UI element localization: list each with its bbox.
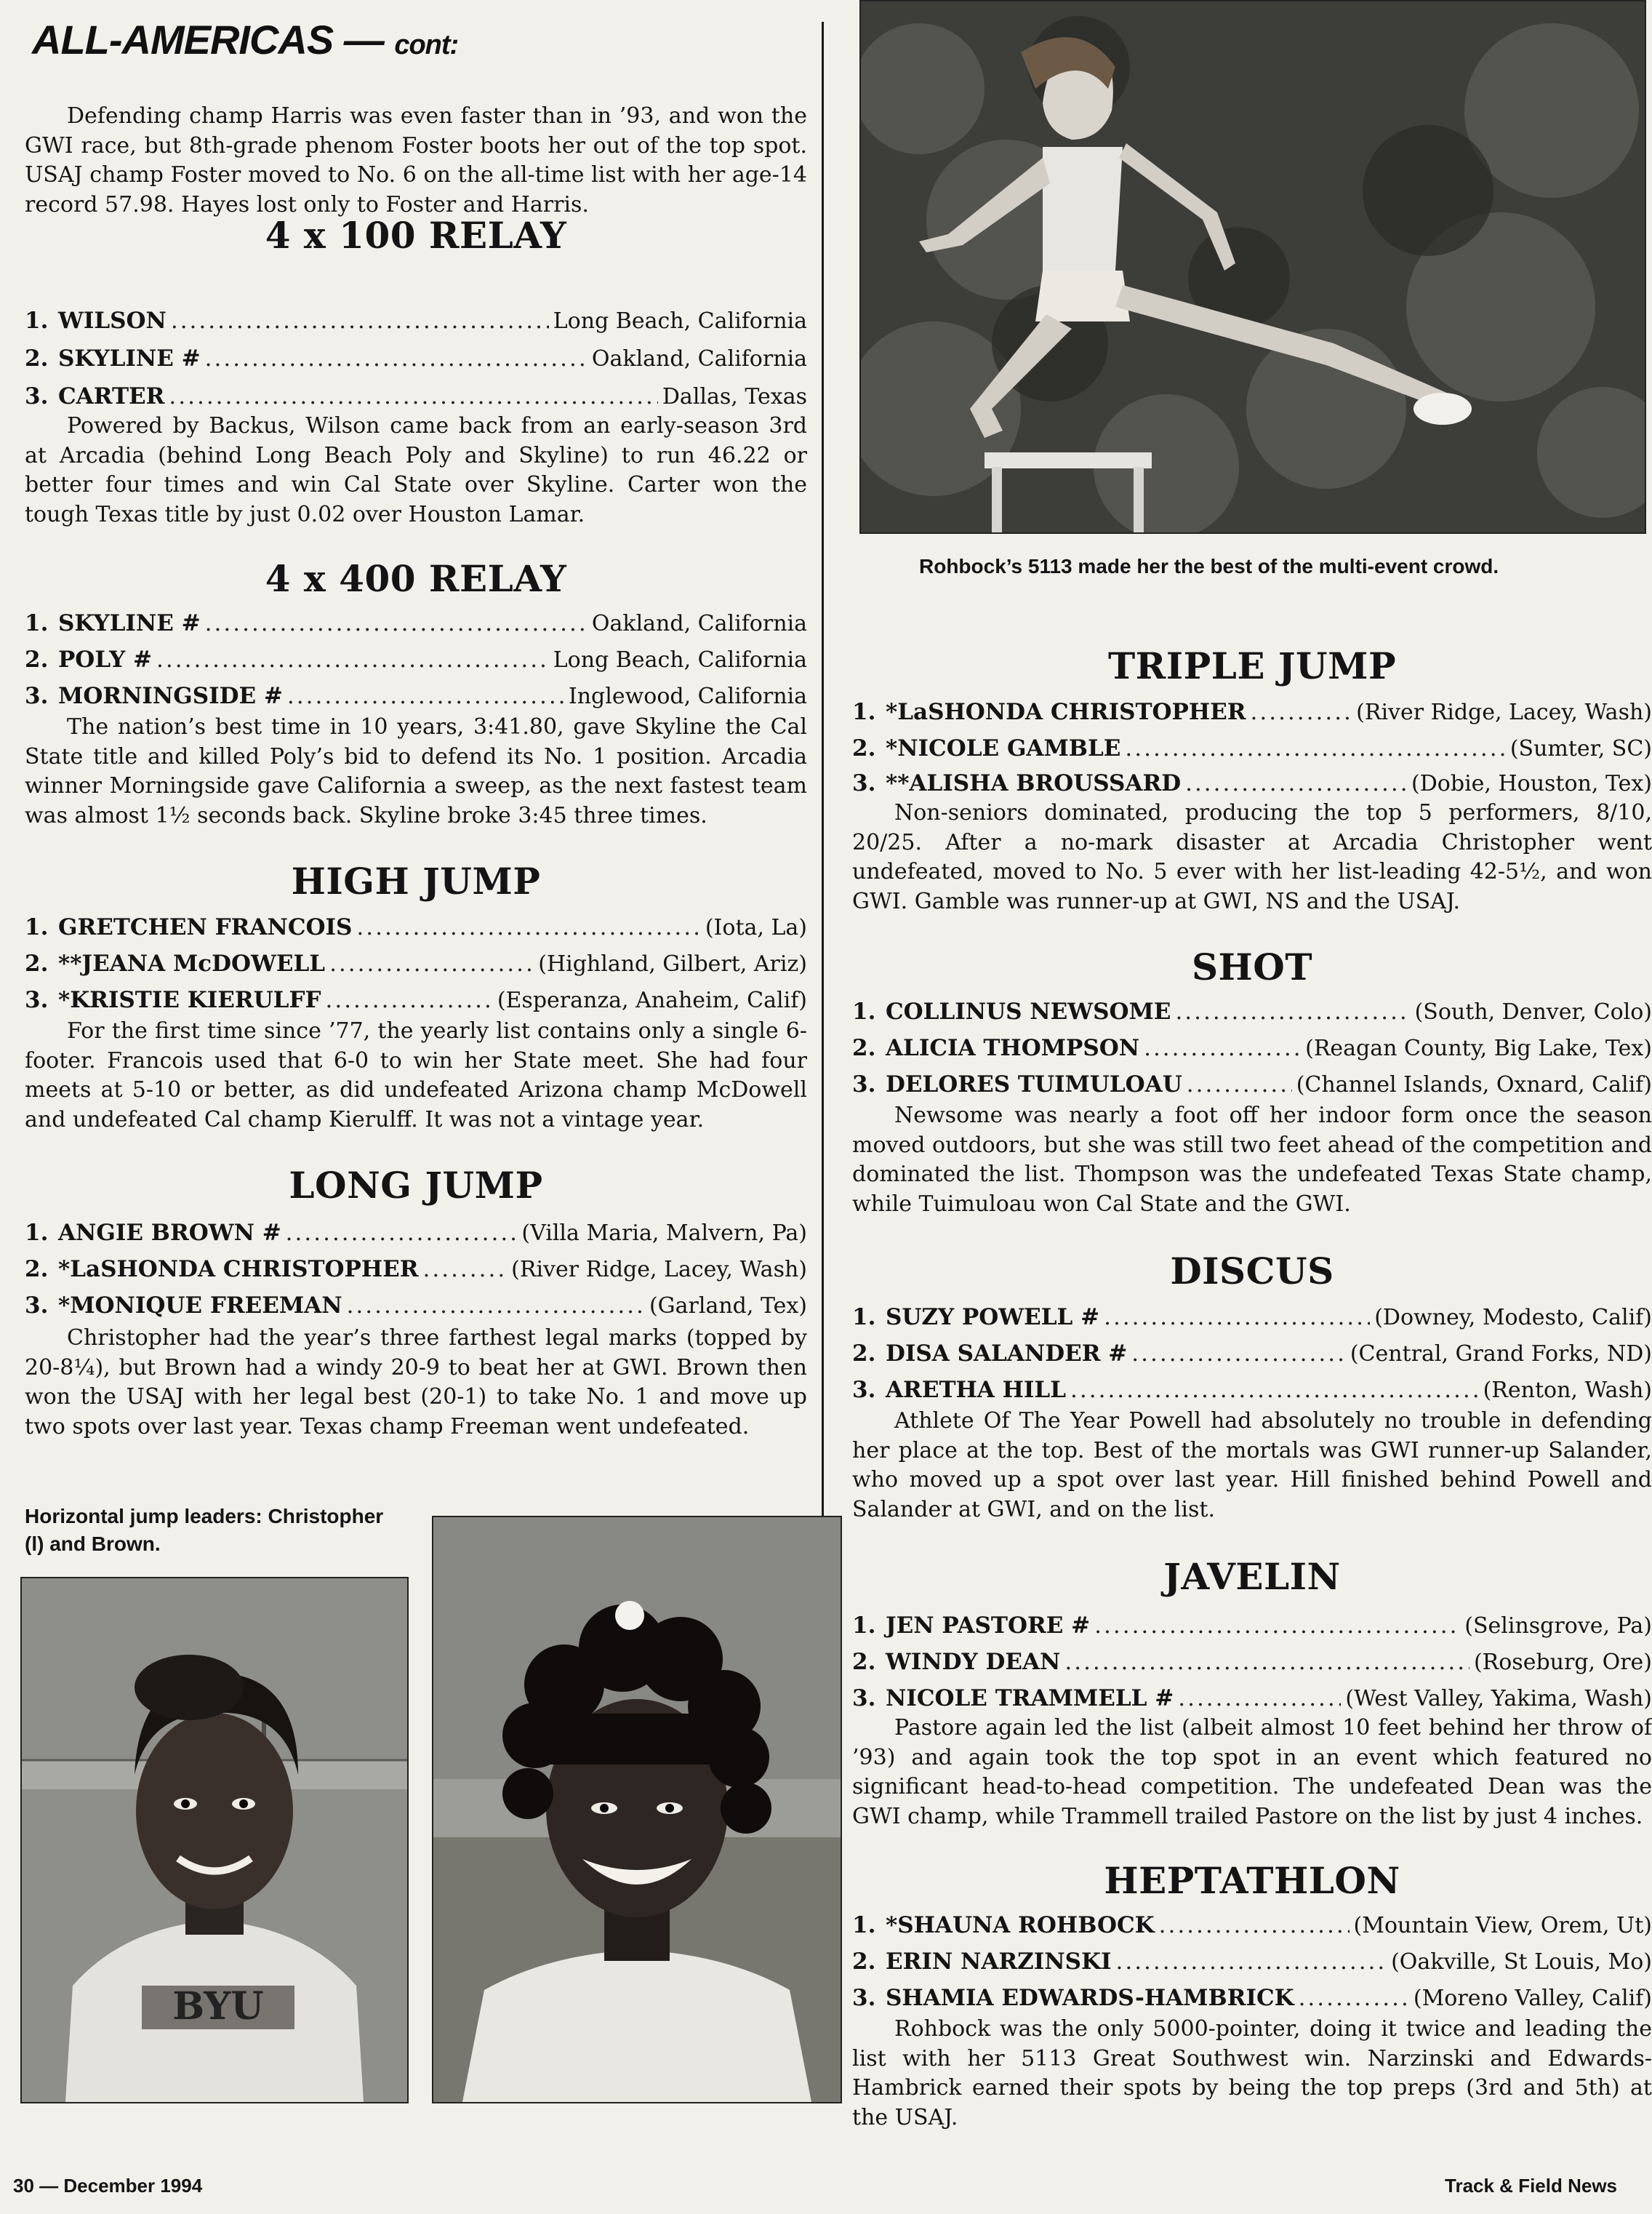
result-name: ALICIA THOMPSON xyxy=(886,1035,1140,1061)
photo-rohbock-hurdle xyxy=(859,0,1646,534)
result-location: (Channel Islands, Oxnard, Calif) xyxy=(1296,1072,1652,1098)
leader-dots xyxy=(1299,1980,1409,2016)
result-position: 3. xyxy=(852,1377,876,1403)
result-name: *LaSHONDA CHRISTOPHER xyxy=(886,699,1246,725)
result-position: 3. xyxy=(25,987,49,1013)
result-location: (River Ridge, Lacey, Wash) xyxy=(511,1257,807,1282)
photo-caption-right: Rohbock’s 5113 made her the best of the multi-event crowd. xyxy=(919,555,1499,578)
result-position: 2. xyxy=(25,345,49,372)
result-name: SKYLINE # xyxy=(58,610,201,636)
leader-dots xyxy=(1251,694,1352,730)
result-position: 2. xyxy=(25,647,49,673)
result-location: (Garland, Tex) xyxy=(649,1293,807,1319)
result-location: Inglewood, California xyxy=(568,684,807,709)
result-name: DISA SALANDER # xyxy=(886,1340,1128,1367)
event-title-triple-jump: TRIPLE JUMP xyxy=(1107,644,1397,687)
result-name: *SHAUNA ROHBOCK xyxy=(886,1912,1155,1938)
result-name: ERIN NARZINSKI xyxy=(886,1949,1112,1975)
leader-dots xyxy=(347,1287,645,1324)
header-title: ALL-AMERICAS — xyxy=(32,17,384,63)
result-position: 2. xyxy=(852,1035,876,1061)
event-title-heptathlon: HEPTATHLON xyxy=(1104,1859,1400,1902)
event-title-discus: DISCUS xyxy=(1170,1250,1334,1292)
leader-dots xyxy=(287,678,564,714)
result-row xyxy=(852,730,1652,767)
result-position: 1. xyxy=(25,610,49,636)
leader-dots xyxy=(356,909,700,946)
leader-dots xyxy=(156,642,549,678)
result-name: SKYLINE # xyxy=(58,345,201,372)
result-name: *KRISTIE KIERULFF xyxy=(58,987,321,1013)
result-position: 3. xyxy=(852,770,876,796)
result-position: 1. xyxy=(852,699,876,725)
event-commentary: Newsome was nearly a foot off her indoor form once the season moved outdoors, but she was still two feet ahead of the competition and dominated the list. Thompson was the undefeated Texas State champ, while Tuimuloau won Cal State and the GWI. xyxy=(852,1103,1652,1217)
result-name: SHAMIA EDWARDS-HAMBRICK xyxy=(886,1985,1294,2011)
result-position: 2. xyxy=(852,1340,876,1367)
result-row xyxy=(25,1287,807,1324)
result-name: WILSON xyxy=(58,308,167,334)
photo-caption-left: Horizontal jump leaders: Christopher (l) and Brown. xyxy=(25,1505,384,1555)
result-row xyxy=(25,946,807,982)
event-title-javelin: JAVELIN xyxy=(1163,1555,1341,1598)
result-name: *MONIQUE FREEMAN xyxy=(58,1292,342,1319)
leader-dots xyxy=(1104,1299,1370,1335)
result-position: 1. xyxy=(25,308,49,334)
result-location: (West Valley, Yakima, Wash) xyxy=(1345,1686,1652,1711)
result-name: DELORES TUIMULOAU xyxy=(886,1071,1182,1098)
event-title-shot: SHOT xyxy=(1191,946,1313,988)
result-row xyxy=(25,303,807,339)
result-location: (Oakville, St Louis, Mo) xyxy=(1391,1949,1652,1975)
event-title-4x400: 4 x 400 RELAY xyxy=(265,557,567,600)
result-row xyxy=(852,1030,1652,1066)
leader-dots xyxy=(1064,1644,1469,1680)
result-position: 1. xyxy=(852,1304,876,1330)
result-location: Dallas, Texas xyxy=(662,384,807,409)
result-row xyxy=(25,340,807,377)
leader-dots xyxy=(205,340,588,377)
result-position: 1. xyxy=(25,1220,49,1246)
leader-dots xyxy=(1178,1680,1341,1717)
leader-dots xyxy=(1159,1907,1350,1943)
result-location: (Villa Maria, Malvern, Pa) xyxy=(521,1220,807,1246)
result-name: **JEANA McDOWELL xyxy=(58,951,326,977)
result-row xyxy=(25,1215,807,1251)
result-row xyxy=(25,982,807,1018)
event-commentary: Non-seniors dominated, producing the top 5 performers, 8/10, 20/25. After a no-mark disaster at Arcadia Christopher went undefeated, moved to No. 5 ever with her list-leading 42-5½, and won GWI. Gamble was runner-up at GWI, NS and the USAJ. xyxy=(852,800,1652,914)
event-commentary: For the first time since ’77, the yearly list contains only a single 6-footer. Francois used that 6-0 to win her State meet. She had four meets at 5-10 or better, as did undefeated Arizona champ McDowell and undefeated Cal champ Kierulff. It was not a vintage year. xyxy=(25,1018,807,1132)
result-location: (Esperanza, Anaheim, Calif) xyxy=(497,988,807,1013)
shirt-print-text: BYU xyxy=(172,1984,264,2029)
result-position: 3. xyxy=(852,1985,876,2011)
result-location: Long Beach, California xyxy=(553,308,807,334)
result-name: ARETHA HILL xyxy=(886,1377,1067,1403)
event-commentary: Athlete Of The Year Powell had absolutely no trouble in defending her place at the top. Best of the mortals was GWI runner-up Salander, who moved up a spot over last year. Hill finished behind Powell and Salander at GWI, and on the list. xyxy=(852,1408,1652,1522)
leader-dots xyxy=(205,605,588,642)
leader-dots xyxy=(1187,1066,1292,1103)
result-position: 2. xyxy=(25,1256,49,1282)
result-row xyxy=(852,1907,1652,1943)
result-location: (Moreno Valley, Calif) xyxy=(1413,1986,1652,2011)
result-row xyxy=(25,642,807,678)
result-position: 2. xyxy=(852,735,876,762)
event-title-high-jump: HIGH JUMP xyxy=(291,860,541,903)
footer-page-date: 30 — December 1994 xyxy=(13,2175,203,2197)
result-row xyxy=(852,1066,1652,1103)
result-name: POLY # xyxy=(58,647,153,673)
result-name: NICOLE TRAMMELL # xyxy=(886,1685,1174,1711)
result-name: CARTER xyxy=(58,383,165,409)
result-row xyxy=(25,605,807,642)
leader-dots xyxy=(169,378,657,415)
result-name: *LaSHONDA CHRISTOPHER xyxy=(58,1256,419,1282)
result-row xyxy=(25,378,807,415)
result-location: Oakland, California xyxy=(591,346,807,372)
result-row xyxy=(852,994,1652,1030)
hurdle-photo-illustration xyxy=(861,1,1645,532)
leader-dots xyxy=(1185,765,1407,802)
header-cont: cont: xyxy=(394,30,459,60)
leader-dots xyxy=(1144,1030,1301,1066)
result-position: 1. xyxy=(25,914,49,940)
result-row xyxy=(852,694,1652,730)
result-location: (Highland, Gilbert, Ariz) xyxy=(538,951,807,977)
result-position: 3. xyxy=(852,1685,876,1711)
event-commentary: Powered by Backus, Wilson came back from an early-season 3rd at Arcadia (behind Long Beach Poly and Skyline) to run 46.22 or better four times and win Cal State over Skyline. Carter won the tough Texas title by just 0.02 over Houston Lamar. xyxy=(25,413,807,527)
result-location: (Reagan County, Big Lake, Tex) xyxy=(1305,1036,1652,1061)
result-location: (Sumter, SC) xyxy=(1509,736,1652,762)
leader-dots xyxy=(423,1251,508,1287)
leader-dots xyxy=(1070,1372,1479,1408)
leader-dots xyxy=(286,1215,518,1251)
result-row xyxy=(25,909,807,946)
result-location: (Downey, Modesto, Calif) xyxy=(1374,1305,1652,1330)
leader-dots xyxy=(1175,994,1410,1030)
leader-dots xyxy=(1131,1335,1346,1372)
result-row xyxy=(852,1335,1652,1372)
leader-dots xyxy=(1115,1943,1387,1980)
result-location: (Iota, La) xyxy=(705,915,807,940)
result-row xyxy=(852,1372,1652,1408)
result-position: 2. xyxy=(852,1649,876,1675)
result-location: (Central, Grand Forks, ND) xyxy=(1350,1341,1652,1367)
result-location: (Roseburg, Ore) xyxy=(1473,1650,1652,1675)
result-row xyxy=(852,1980,1652,2016)
event-commentary: Rohbock was the only 5000-pointer, doing it twice and leading the list with her 5113 Great Southwest win. Narzinski and Edwards-Hambrick earned their spots by being the top preps (3rd and 5th) at the USAJ. xyxy=(852,2016,1652,2130)
result-position: 3. xyxy=(25,1292,49,1319)
result-row xyxy=(25,678,807,714)
leader-dots xyxy=(325,982,492,1018)
result-name: SUZY POWELL # xyxy=(886,1304,1100,1330)
result-position: 1. xyxy=(852,1912,876,1938)
result-location: (Dobie, Houston, Tex) xyxy=(1411,771,1652,796)
result-location: (River Ridge, Lacey, Wash) xyxy=(1356,700,1652,725)
portrait-illustration xyxy=(22,1578,407,2102)
result-name: **ALISHA BROUSSARD xyxy=(886,770,1182,796)
result-row xyxy=(852,1299,1652,1335)
result-row xyxy=(852,765,1652,802)
result-position: 1. xyxy=(852,1612,876,1639)
event-commentary: Christopher had the year’s three farthest legal marks (topped by 20-8¼), but Brown had a windy 20-9 to beat her at GWI. Brown then won the USAJ with her legal best (20-1) to take No. 1 and move up two spots over last year. Texas champ Freeman went undefeated. xyxy=(25,1325,807,1439)
photo-christopher xyxy=(20,1577,409,2103)
intro-paragraph: Defending champ Harris was even faster than in ’93, and won the GWI race, but 8th-grade phenom Foster boots her out of the top spot. USAJ champ Foster moved to No. 6 on the all-time list with her age-14 record 57.98. Hayes lost only to Foster and Harris. xyxy=(25,103,807,217)
result-position: 3. xyxy=(25,383,49,409)
result-name: COLLINUS NEWSOME xyxy=(886,999,1171,1025)
result-position: 2. xyxy=(25,951,49,977)
result-row xyxy=(852,1644,1652,1680)
result-position: 3. xyxy=(25,683,49,709)
result-name: ANGIE BROWN # xyxy=(58,1220,281,1246)
footer-publication: Track & Field News xyxy=(1445,2175,1617,2197)
result-row xyxy=(852,1680,1652,1717)
leader-dots xyxy=(329,946,534,982)
result-name: GRETCHEN FRANCOIS xyxy=(58,914,353,940)
result-row xyxy=(852,1943,1652,1980)
result-location: (Renton, Wash) xyxy=(1483,1378,1652,1403)
event-commentary: The nation’s best time in 10 years, 3:41.80, gave Skyline the Cal State title and killed Poly’s bid to defend its No. 1 position. Arcadia winner Morningside gave California a sweep, as the next fastest team was almost 1½ seconds back. Skyline broke 3:45 three times. xyxy=(25,714,807,828)
result-position: 3. xyxy=(852,1071,876,1098)
result-name: JEN PASTORE # xyxy=(886,1612,1091,1639)
leader-dots xyxy=(1125,730,1505,767)
result-location: Oakland, California xyxy=(591,611,807,636)
result-row xyxy=(852,1607,1652,1644)
event-commentary: Pastore again led the list (albeit almost 10 feet behind her throw of ’93) and again took the top spot in an event which featured no significant head-to-head competition. The undefeated Dean was the GWI champ, while Trammell trailed Pastore on the list by just 4 inches. xyxy=(852,1715,1652,1829)
result-location: Long Beach, California xyxy=(553,647,807,673)
section-header xyxy=(32,16,458,63)
result-location: (Mountain View, Orem, Ut) xyxy=(1353,1913,1652,1938)
result-location: (Selinsgrove, Pa) xyxy=(1464,1613,1652,1639)
leader-dots xyxy=(171,303,549,339)
result-position: 2. xyxy=(852,1949,876,1975)
event-title-long-jump: LONG JUMP xyxy=(289,1164,543,1207)
photo-brown xyxy=(432,1516,842,2103)
result-position: 1. xyxy=(852,999,876,1025)
event-title-4x100: 4 x 100 RELAY xyxy=(265,214,567,257)
result-row xyxy=(25,1251,807,1287)
result-name: *NICOLE GAMBLE xyxy=(886,735,1121,762)
leader-dots xyxy=(1094,1607,1460,1644)
result-name: MORNINGSIDE # xyxy=(58,683,283,709)
portrait-illustration xyxy=(433,1517,841,2102)
result-location: (South, Denver, Colo) xyxy=(1414,999,1652,1025)
result-name: WINDY DEAN xyxy=(886,1649,1061,1675)
